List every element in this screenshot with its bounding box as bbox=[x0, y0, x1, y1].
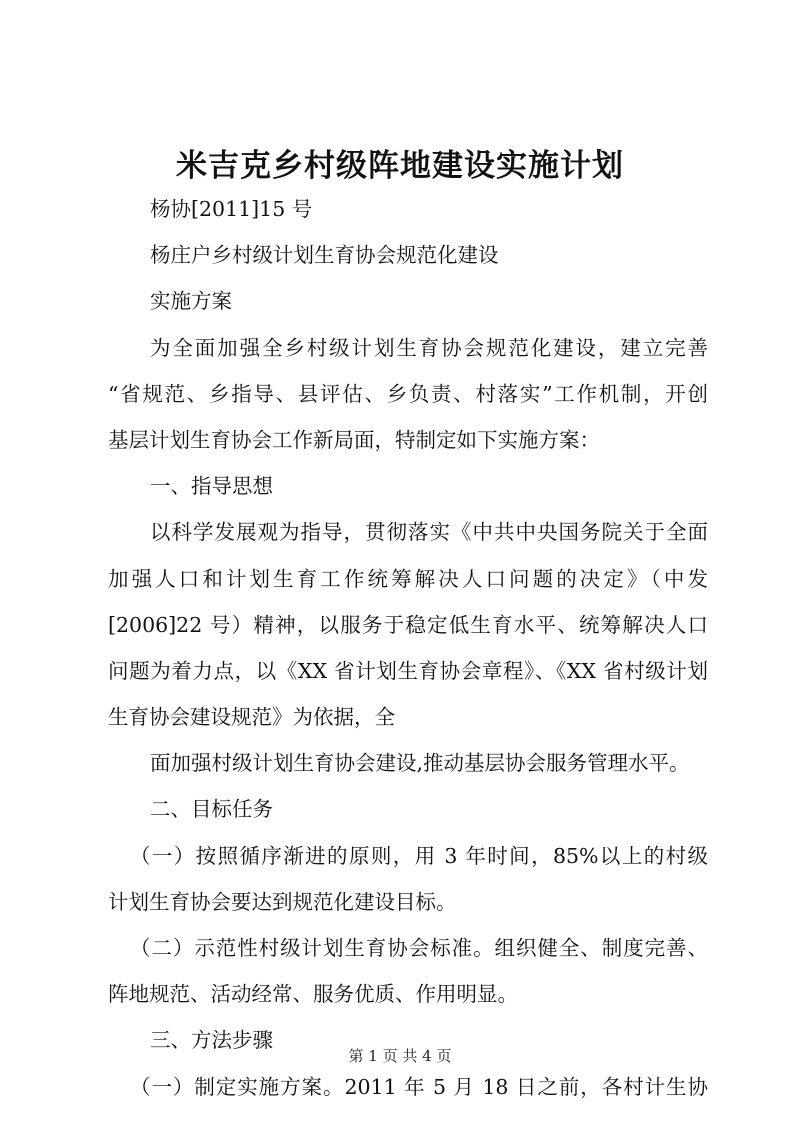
section-heading-3: 三、方法步骤 bbox=[150, 1028, 273, 1053]
paragraph-line: 加强人口和计划生育工作统筹解决人口问题的决定》（中发 bbox=[108, 566, 708, 591]
paragraph-line: 计划生育协会要达到规范化建设目标。 bbox=[108, 889, 457, 914]
document-body bbox=[108, 186, 708, 1110]
paragraph-line: （一）按照循序渐进的原则，用 3 年时间，85%以上的村级 bbox=[130, 843, 708, 868]
section-heading-1: 一、指导思想 bbox=[150, 474, 273, 499]
paragraph-line: 为全面加强全乡村级计划生育协会规范化建设，建立完善 bbox=[150, 335, 708, 360]
paragraph-line: （一）制定实施方案。2011 年 5 月 18 日之前，各村计生协 bbox=[130, 1074, 708, 1099]
subtitle-line-2: 实施方案 bbox=[150, 289, 232, 314]
paragraph-line: 面加强村级计划生育协会建设,推动基层协会服务管理水平。 bbox=[150, 751, 690, 776]
subtitle-line-1: 杨庄户乡村级计划生育协会规范化建设 bbox=[150, 243, 499, 268]
paragraph-line: （二）示范性村级计划生育协会标准。组织健全、制度完善、 bbox=[130, 936, 708, 960]
paragraph-line: 以科学发展观为指导，贯彻落实《中共中央国务院关于全面 bbox=[150, 520, 708, 545]
paragraph-line: “省规范、乡指导、县评估、乡负责、村落实”工作机制，开创 bbox=[108, 381, 708, 406]
paragraph-line: 生育协会建设规范》为依据，全 bbox=[108, 705, 395, 730]
paragraph-line: 问题为着力点，以《XX 省计划生育协会章程》、《XX 省村级计划 bbox=[108, 658, 708, 683]
section-heading-2: 二、目标任务 bbox=[150, 797, 273, 822]
page-footer: 第 1 页 共 4 页 bbox=[348, 1047, 452, 1065]
paragraph-line: [2006]22 号）精神，以服务于稳定低生育水平、统筹解决人口 bbox=[108, 612, 708, 637]
document-title: 米吉克乡村级阵地建设实施计划 bbox=[176, 148, 624, 184]
paragraph-line: 基层计划生育协会工作新局面，特制定如下实施方案： bbox=[108, 427, 600, 452]
paragraph-line: 阵地规范、活动经常、服务优质、作用明显。 bbox=[108, 982, 518, 1007]
doc-number: 杨协[2011]15 号 bbox=[150, 197, 313, 221]
